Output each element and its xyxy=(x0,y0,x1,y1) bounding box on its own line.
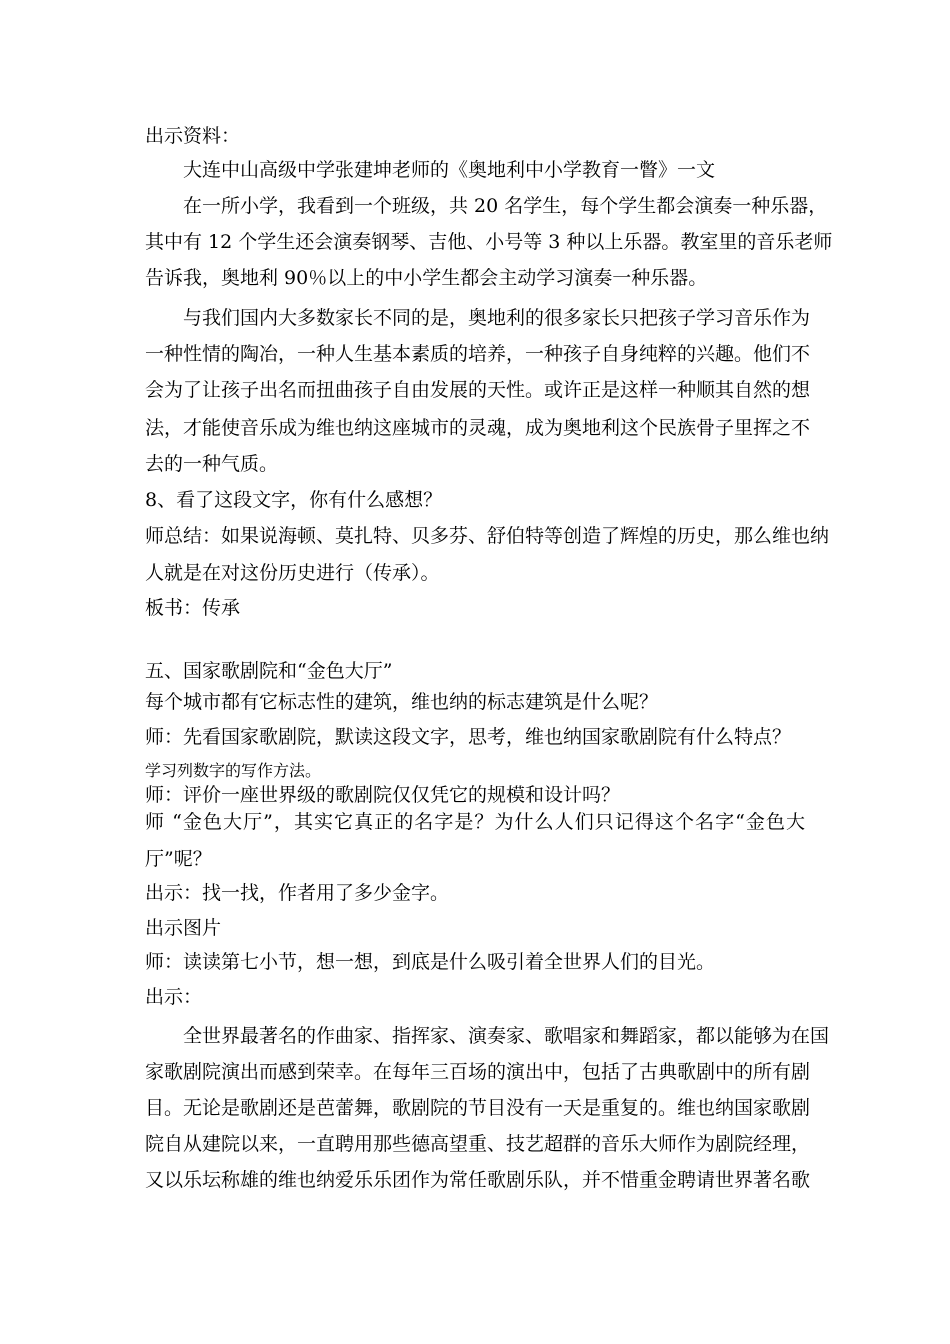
text-line: 去的一种气质。 xyxy=(145,453,279,475)
text-line: 厅”呢？ xyxy=(145,848,212,870)
text-line: 板书：传承 xyxy=(145,597,241,619)
text-line: 大连中山高级中学张建坤老师的《奥地利中小学教育一瞥》一文 xyxy=(183,159,716,181)
section-heading: 五、国家歌剧院和“金色大厅” xyxy=(145,660,393,682)
text-line: 每个城市都有它标志性的建筑，维也纳的标志建筑是什么呢？ xyxy=(145,691,659,713)
text-line: 师：评价一座世界级的歌剧院仅仅凭它的规模和设计吗？ xyxy=(145,784,621,806)
text-line: 出示资料： xyxy=(145,125,241,147)
text-line: 告诉我，奥地利 90％以上的中小学生都会主动学习演奏一种乐器。 xyxy=(145,267,708,289)
text-line: 又以乐坛称雄的维也纳爱乐乐团作为常任歌剧乐队，并不惜重金聘请世界著名歌 xyxy=(145,1169,811,1191)
text-line: 师：先看国家歌剧院，默读这段文字，思考，维也纳国家歌剧院有什么特点？ xyxy=(145,726,792,748)
text-line: 其中有 12 个学生还会演奏钢琴、吉他、小号等 3 种以上乐器。教室里的音乐老师 xyxy=(145,231,833,253)
text-line: 会为了让孩子出名而扭曲孩子自由发展的天性。或许正是这样一种顺其自然的想 xyxy=(145,379,811,401)
text-line: 人就是在对这份历史进行（传承）。 xyxy=(145,562,440,584)
text-line: 一种性情的陶冶，一种人生基本素质的培养，一种孩子自身纯粹的兴趣。他们不 xyxy=(145,343,811,365)
text-line: 法，才能使音乐成为维也纳这座城市的灵魂，成为奥地利这个民族骨子里挥之不 xyxy=(145,417,811,439)
text-line: 家歌剧院演出而感到荣幸。在每年三百场的演出中，包括了古典歌剧中的所有剧 xyxy=(145,1061,811,1083)
text-line: 学习列数字的写作方法。 xyxy=(145,761,322,780)
text-line: 在一所小学，我看到一个班级，共 20 名学生，每个学生都会演奏一种乐器， xyxy=(183,195,828,217)
text-line: 出示： xyxy=(145,986,203,1008)
text-line: 师 “金色大厅”，其实它真正的名字是？为什么人们只记得这个名字“金色大 xyxy=(145,811,805,833)
text-line: 目。无论是歌剧还是芭蕾舞，歌剧院的节目没有一天是重复的。维也纳国家歌剧 xyxy=(145,1097,811,1119)
text-line: 8、看了这段文字，你有什么感想？ xyxy=(145,489,443,511)
text-line: 全世界最著名的作曲家、指挥家、演奏家、歌唱家和舞蹈家，都以能够为在国 xyxy=(183,1025,830,1047)
text-line: 与我们国内大多数家长不同的是，奥地利的很多家长只把孩子学习音乐作为 xyxy=(183,307,811,329)
text-line: 院自从建院以来，一直聘用那些德高望重、技艺超群的音乐大师作为剧院经理， xyxy=(145,1133,811,1155)
text-line: 出示图片 xyxy=(145,917,222,939)
text-line: 师总结：如果说海顿、莫扎特、贝多芬、舒伯特等创造了辉煌的历史，那么维也纳 xyxy=(145,525,830,547)
text-line: 师：读读第七小节，想一想，到底是什么吸引着全世界人们的目光。 xyxy=(145,951,716,973)
text-line: 出示：找一找，作者用了多少金字。 xyxy=(145,882,450,904)
